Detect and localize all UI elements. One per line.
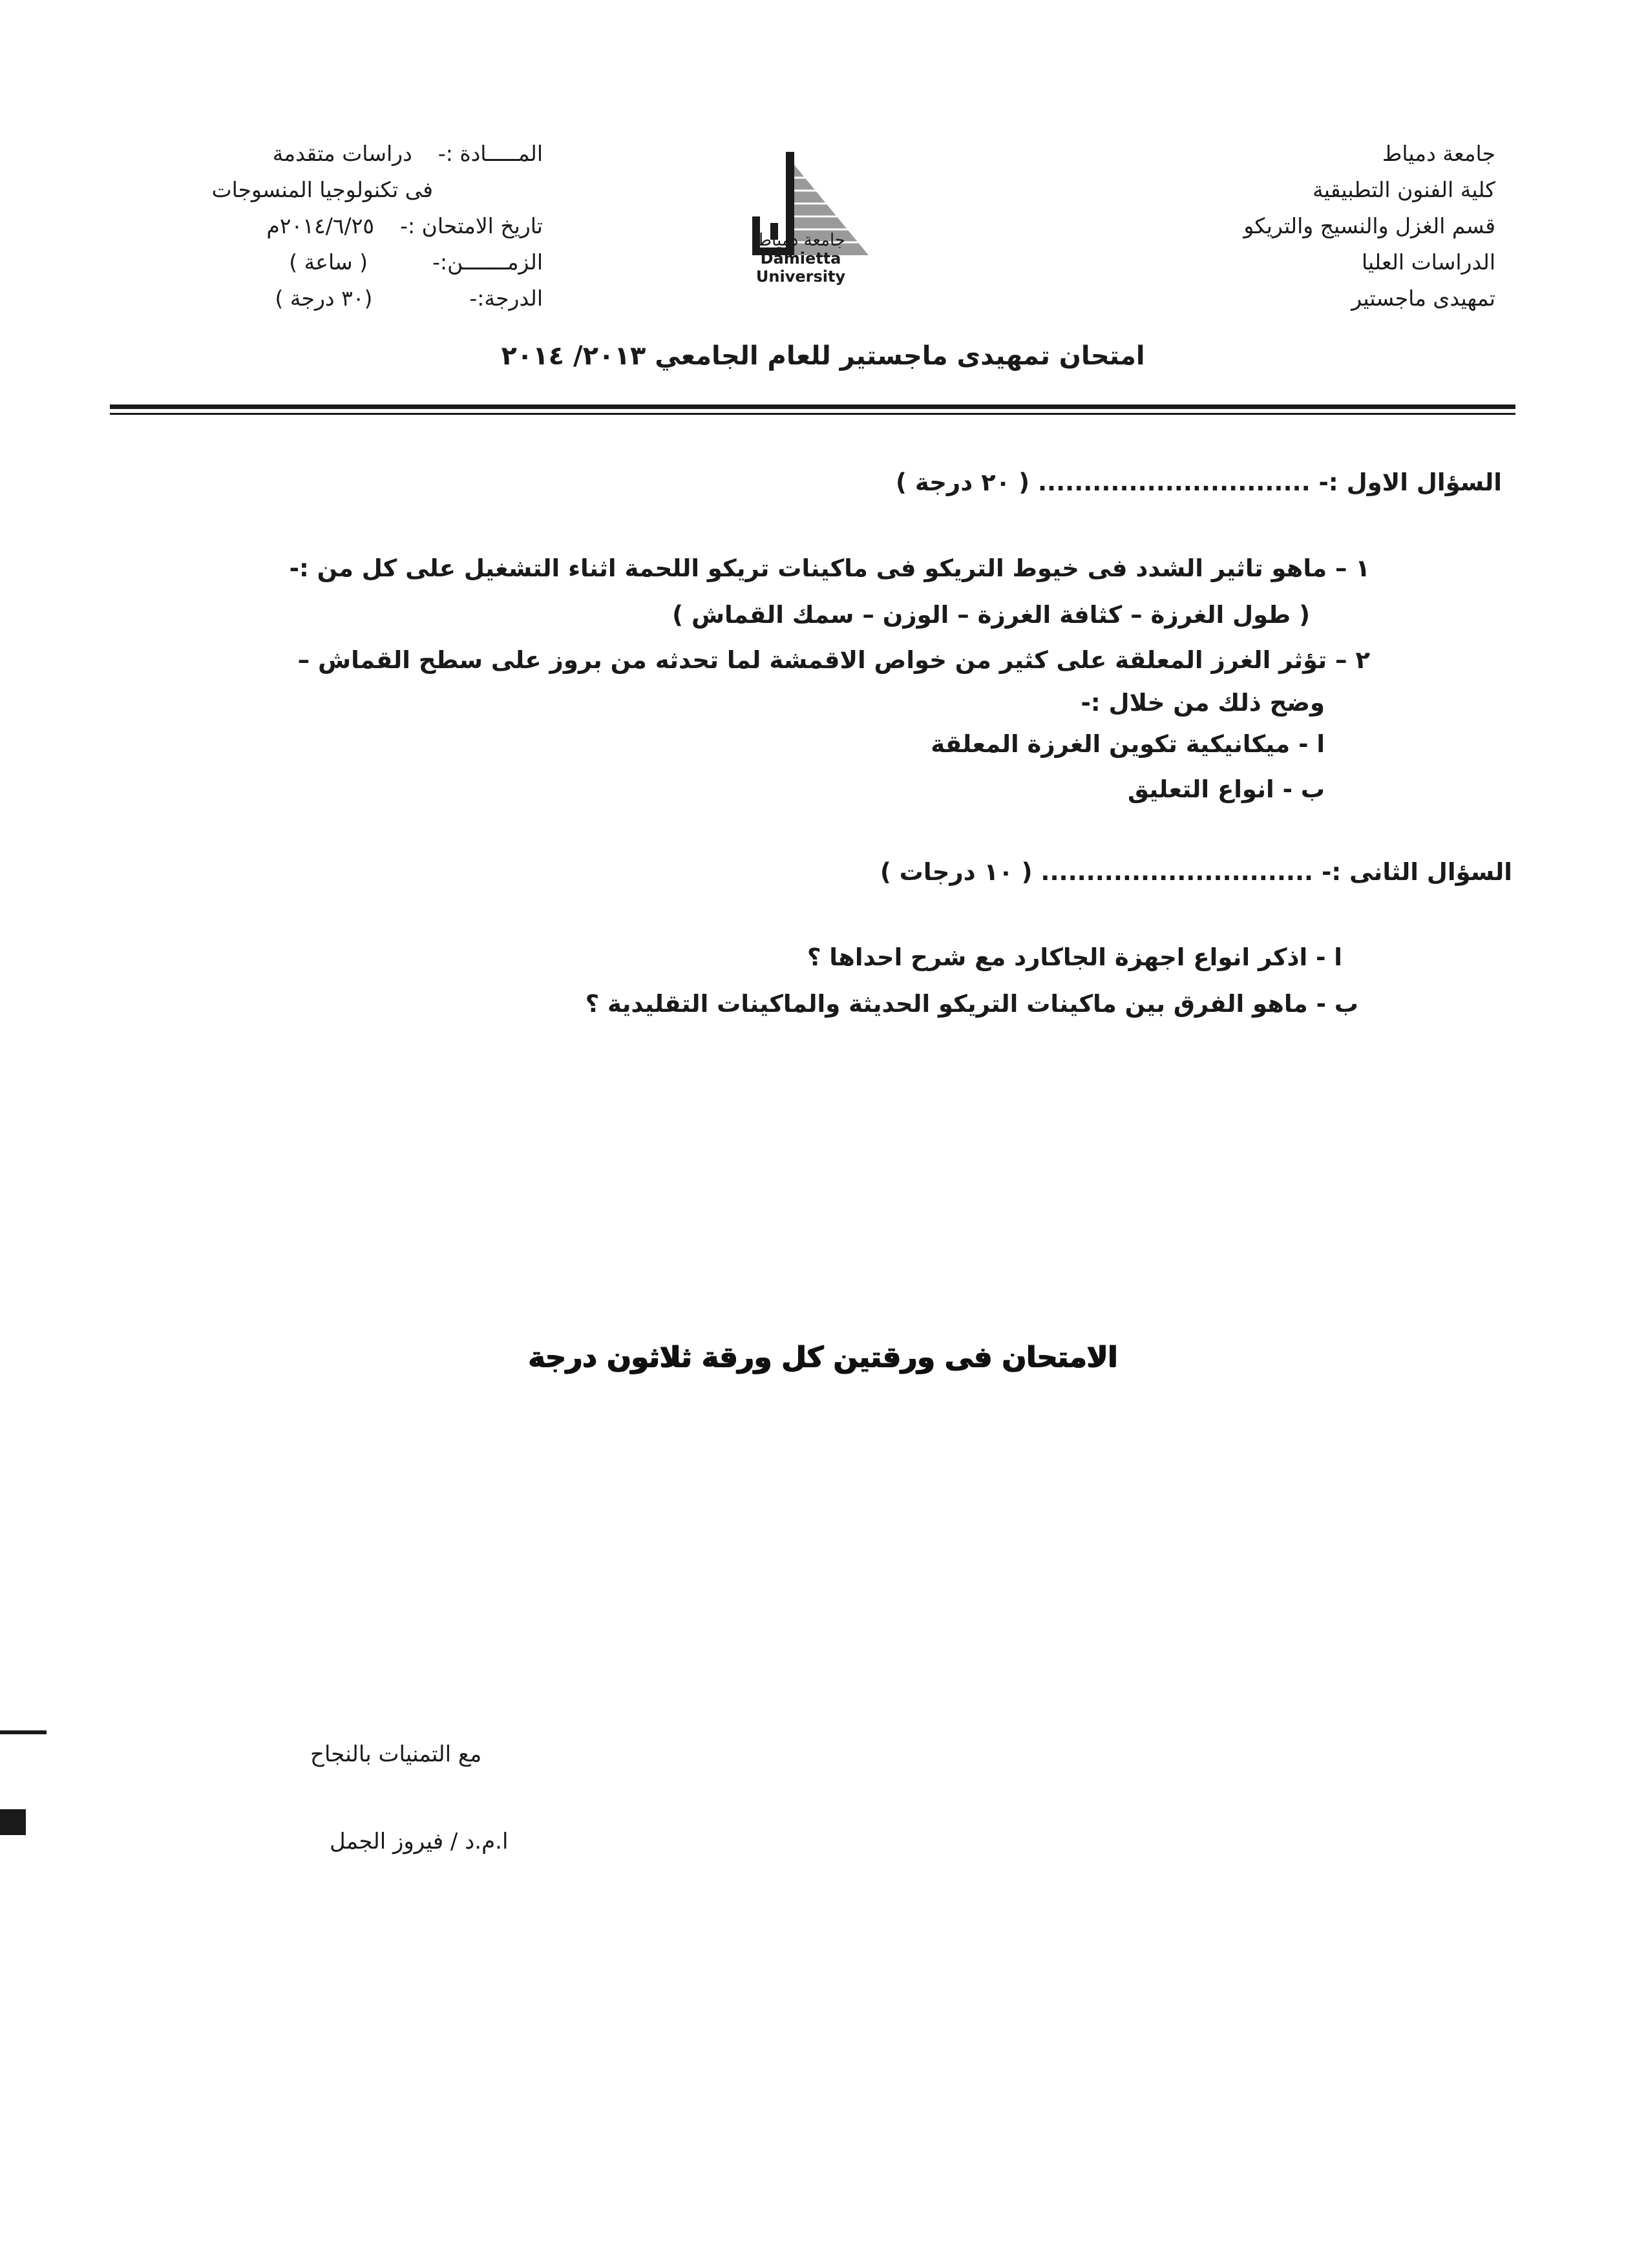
closing-note: الامتحان فى ورقتين كل ورقة ثلاثون درجة [528, 1341, 1118, 1374]
question1-dots: .............................. [1037, 468, 1311, 496]
question2-item-a: ا - اذكر انواع اجهزة الجاكارد مع شرح احداها ؟ [807, 943, 1342, 971]
title-divider-thin [110, 413, 1515, 415]
signature-wishes: مع التمنيات بالنجاح [310, 1741, 482, 1767]
time-row [129, 244, 543, 280]
exam-info-header [129, 136, 543, 317]
time-label: الزمـــــــن:- [432, 249, 543, 275]
logo-arabic-text: جامعة دمياط [756, 231, 845, 250]
scan-edge-mark-block [0, 1809, 26, 1835]
question2-item-b: ب - ماهو الفرق بين ماكينات التريكو الحديثة والماكينات التقليدية ؟ [585, 990, 1358, 1018]
institution-header [1243, 136, 1495, 317]
question2-label: السؤال الثانى :- [1321, 858, 1512, 886]
question1-item2-a: ا - ميكانيكية تكوين الغرزة المعلقة [931, 730, 1325, 758]
logo-caption: Damietta University [755, 249, 846, 286]
question2-marks: ( ١٠ درجات ) [880, 858, 1033, 886]
question1-marks: ( ٢٠ درجة ) [896, 468, 1030, 496]
subject-value-2: فى تكنولوجيا المنسوجات [211, 177, 433, 202]
scan-edge-mark [0, 1730, 47, 1734]
department-name: قسم الغزل والنسيج والتريكو [1243, 213, 1495, 238]
studies-level: الدراسات العليا [1362, 249, 1495, 275]
question2-dots: .............................. [1040, 858, 1314, 886]
time-value: ( ساعة ) [289, 249, 368, 275]
title-divider [110, 404, 1515, 409]
date-value: ٢٠١٤/٦/٢٥م [266, 213, 375, 238]
question1-heading [896, 468, 1502, 496]
exam-title: امتحان تمهيدى ماجستير للعام الجامعي ٢٠١٣/ ٢٠١٤ [501, 341, 1145, 371]
date-row [129, 208, 543, 244]
question1-item1-list: ( طول الغرزة – كثافة الغرزة – الوزن – سمك القماش ) [672, 601, 1310, 629]
question1-item1: ١ – ماهو تاثير الشدد فى خيوط التريكو فى ماكينات تريكو اللحمة اثناء التشغيل على كل من :- [289, 554, 1370, 582]
question1-item2: ٢ – تؤثر الغرز المعلقة على كثير من خواص الاقمشة لما تحدثه من بروز على سطح القماش – [297, 646, 1370, 674]
subject-row [129, 136, 543, 172]
faculty-name: كلية الفنون التطبيقية [1313, 177, 1495, 202]
university-name: جامعة دمياط [1382, 141, 1495, 166]
subject-value: دراسات متقدمة [272, 141, 412, 166]
subject-label: المـــــادة :- [438, 141, 543, 166]
question1-item2-b: ب - انواع التعليق [1127, 775, 1325, 803]
signature-name: ا.م.د / فيروز الجمل [330, 1829, 509, 1854]
question2-heading [880, 858, 1512, 886]
question1-item2-cont: وضح ذلك من خلال :- [1081, 689, 1325, 717]
question1-label: السؤال الاول :- [1318, 468, 1502, 496]
grade-row [129, 280, 543, 317]
grade-label: الدرجة:- [469, 286, 543, 311]
date-label: تاريخ الامتحان :- [400, 213, 543, 238]
grade-value: (٣٠ درجة ) [275, 286, 373, 311]
program-name: تمهيدى ماجستير [1351, 286, 1495, 311]
